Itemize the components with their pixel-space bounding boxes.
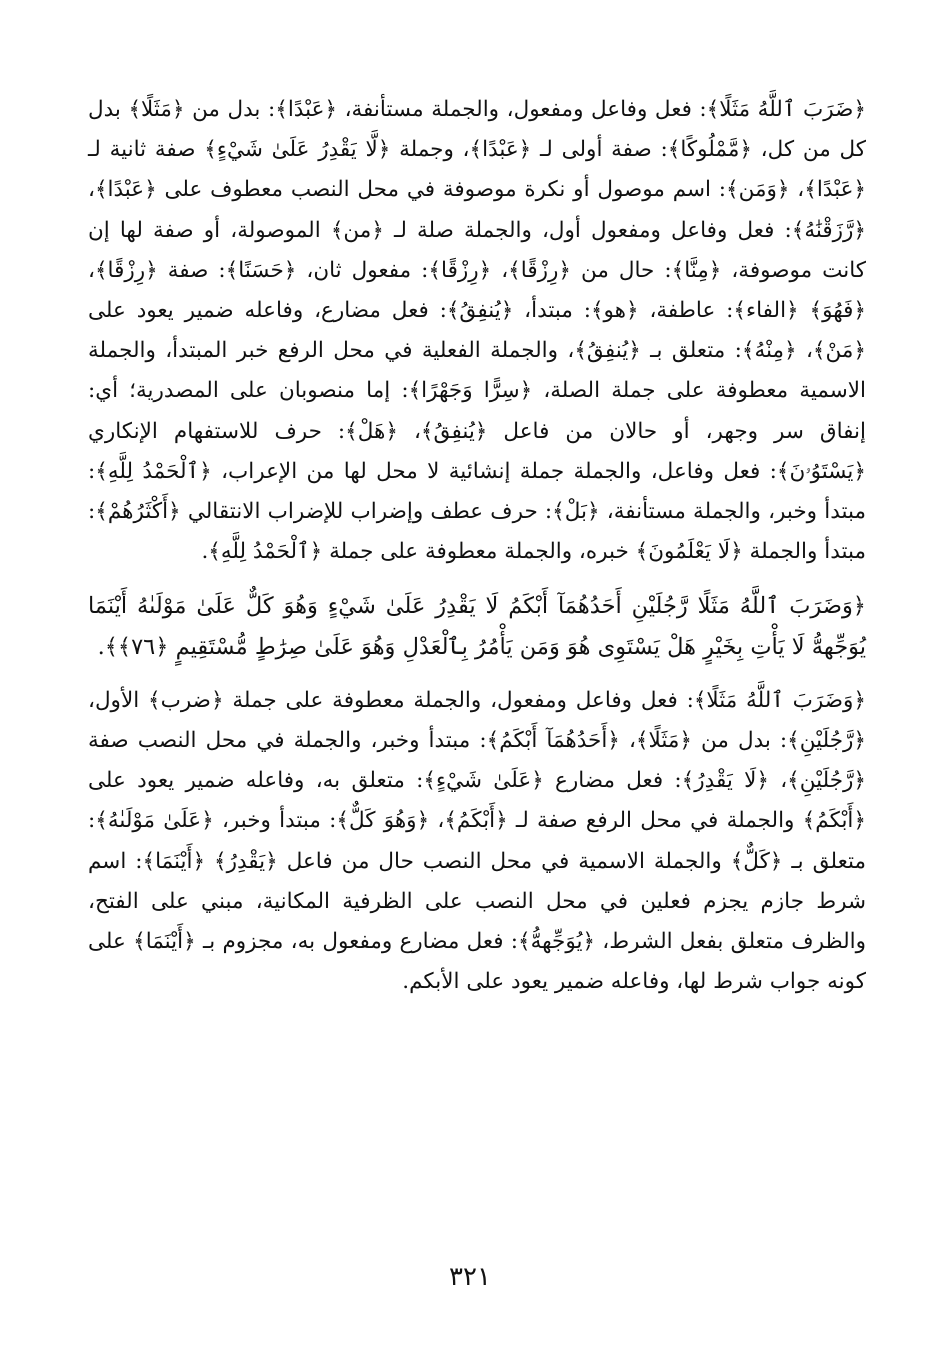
page-body	[88, 90, 866, 1002]
grammar-analysis-paragraph-2: ﴿وَضَرَبَ ٱللَّهُ مَثَلًا﴾: فعل وفاعل ومفعول، والجملة معطوفة على جملة ﴿ضرب﴾ الأول، ﴿رَّجُلَيْنِ﴾: بدل من ﴿مَثَلًا﴾، ﴿أَحَدُهُمَآ أَبْكَمُ﴾: مبتدأ وخبر، والجملة في محل النصب صفة ﴿رَّجُلَيْنِ﴾، ﴿لَا يَقْدِرُ﴾: فعل مضارع ﴿عَلَىٰ شَيْءٍ﴾: متعلق به، وفاعله ضمير يعود على ﴿أَبْكَمُ﴾ والجملة في محل الرفع صفة لـ ﴿أَبْكَمُ﴾، ﴿وَهُوَ كَلٌّ﴾: مبتدأ وخبر، ﴿عَلَىٰ مَوْلَىٰهُ﴾: متعلق بـ ﴿كَلٌّ﴾ والجملة الاسمية في محل النصب حال من فاعل ﴿يَقْدِرُ﴾ ﴿أَيْنَمَا﴾: اسم شرط جازم يجزم فعلين في محل النصب على الظرفية المكانية، مبني على الفتح، والظرف متعلق بفعل الشرط، ﴿يُوَجِّههُّ﴾: فعل مضارع ومفعول به، مجزوم بـ ﴿أَيْنَمَا﴾ على كونه جواب شرط لها، وفاعله ضمير يعود على الأبكم.	[88, 687, 866, 995]
grammar-analysis-paragraph: ﴿ضَرَبَ ٱللَّهُ مَثَلًا﴾: فعل وفاعل ومفعول، والجملة مستأنفة، ﴿عَبْدًا﴾: بدل من ﴿مَثَلًا﴾ بدل كل من كل، ﴿مَّمْلُوكًا﴾: صفة أولى لـ ﴿عَبْدًا﴾، وجملة ﴿لَّا يَقْدِرُ عَلَىٰ شَيْءٍ﴾ صفة ثانية لـ ﴿عَبْدًا﴾، ﴿وَمَن﴾: اسم موصول أو نكرة موصوفة في محل النصب معطوف على ﴿عَبْدًا﴾، ﴿رَّزَقْنَٰهُ﴾: فعل وفاعل ومفعول أول، والجملة صلة لـ ﴿من﴾ الموصولة، أو صفة لها إن كانت موصوفة، ﴿مِنَّا﴾: حال من ﴿رِزْقًا﴾، ﴿رِزْقًا﴾: مفعول ثان، ﴿حَسَنًا﴾: صفة ﴿رِزْقًا﴾، ﴿فَهُوَ﴾ ﴿الفاء﴾: عاطفة، ﴿هو﴾: مبتدأ، ﴿يُنفِقُ﴾: فعل مضارع، وفاعله ضمير يعود على ﴿مَنْ﴾، ﴿مِنْهُ﴾: متعلق بـ ﴿يُنفِقُ﴾، والجملة الفعلية في محل الرفع خبر المبتدأ، والجملة الاسمية معطوفة على جملة الصلة، ﴿سِرًّا وَجَهْرًا﴾: إما منصوبان على المصدرية؛ أي: إنفاق سر وجهر، أو حالان من فاعل ﴿يُنفِقُ﴾، ﴿هَلْ﴾: حرف للاستفهام الإنكاري ﴿يَسْتَوُۥنَ﴾: فعل وفاعل، والجملة جملة إنشائية لا محل لها من الإعراب، ﴿ٱلْحَمْدُ لِلَّهِ﴾: مبتدأ وخبر، والجملة مستأنفة، ﴿بَلْ﴾: حرف عطف وإضراب للإضراب الانتقالي ﴿أَكْثَرُهُمْ﴾: مبتدأ والجملة ﴿لَا يَعْلَمُونَ﴾ خبره، والجملة معطوفة على جملة ﴿ٱلْحَمْدُ لِلَّهِ﴾.	[88, 97, 866, 565]
quran-verse: ﴿وَضَرَبَ ٱللَّهُ مَثَلًا رَّجُلَيْنِ أَحَدُهُمَآ أَبْكَمُ لَا يَقْدِرُ عَلَىٰ شَيْءٍ وَهُوَ كَلٌّ عَلَىٰ مَوْلَىٰهُ أَيْنَمَا يُوَجِّههُّ لَا يَأْتِ بِخَيْرٍ هَلْ يَسْتَوِى هُوَ وَمَن يَأْمُرُ بِٱلْعَدْلِ وَهُوَ عَلَىٰ صِرَٰطٍ مُّسْتَقِيمٍ ﴿٧٦﴾﴾.	[88, 593, 866, 660]
page-number: ٣٢١	[449, 1262, 491, 1292]
